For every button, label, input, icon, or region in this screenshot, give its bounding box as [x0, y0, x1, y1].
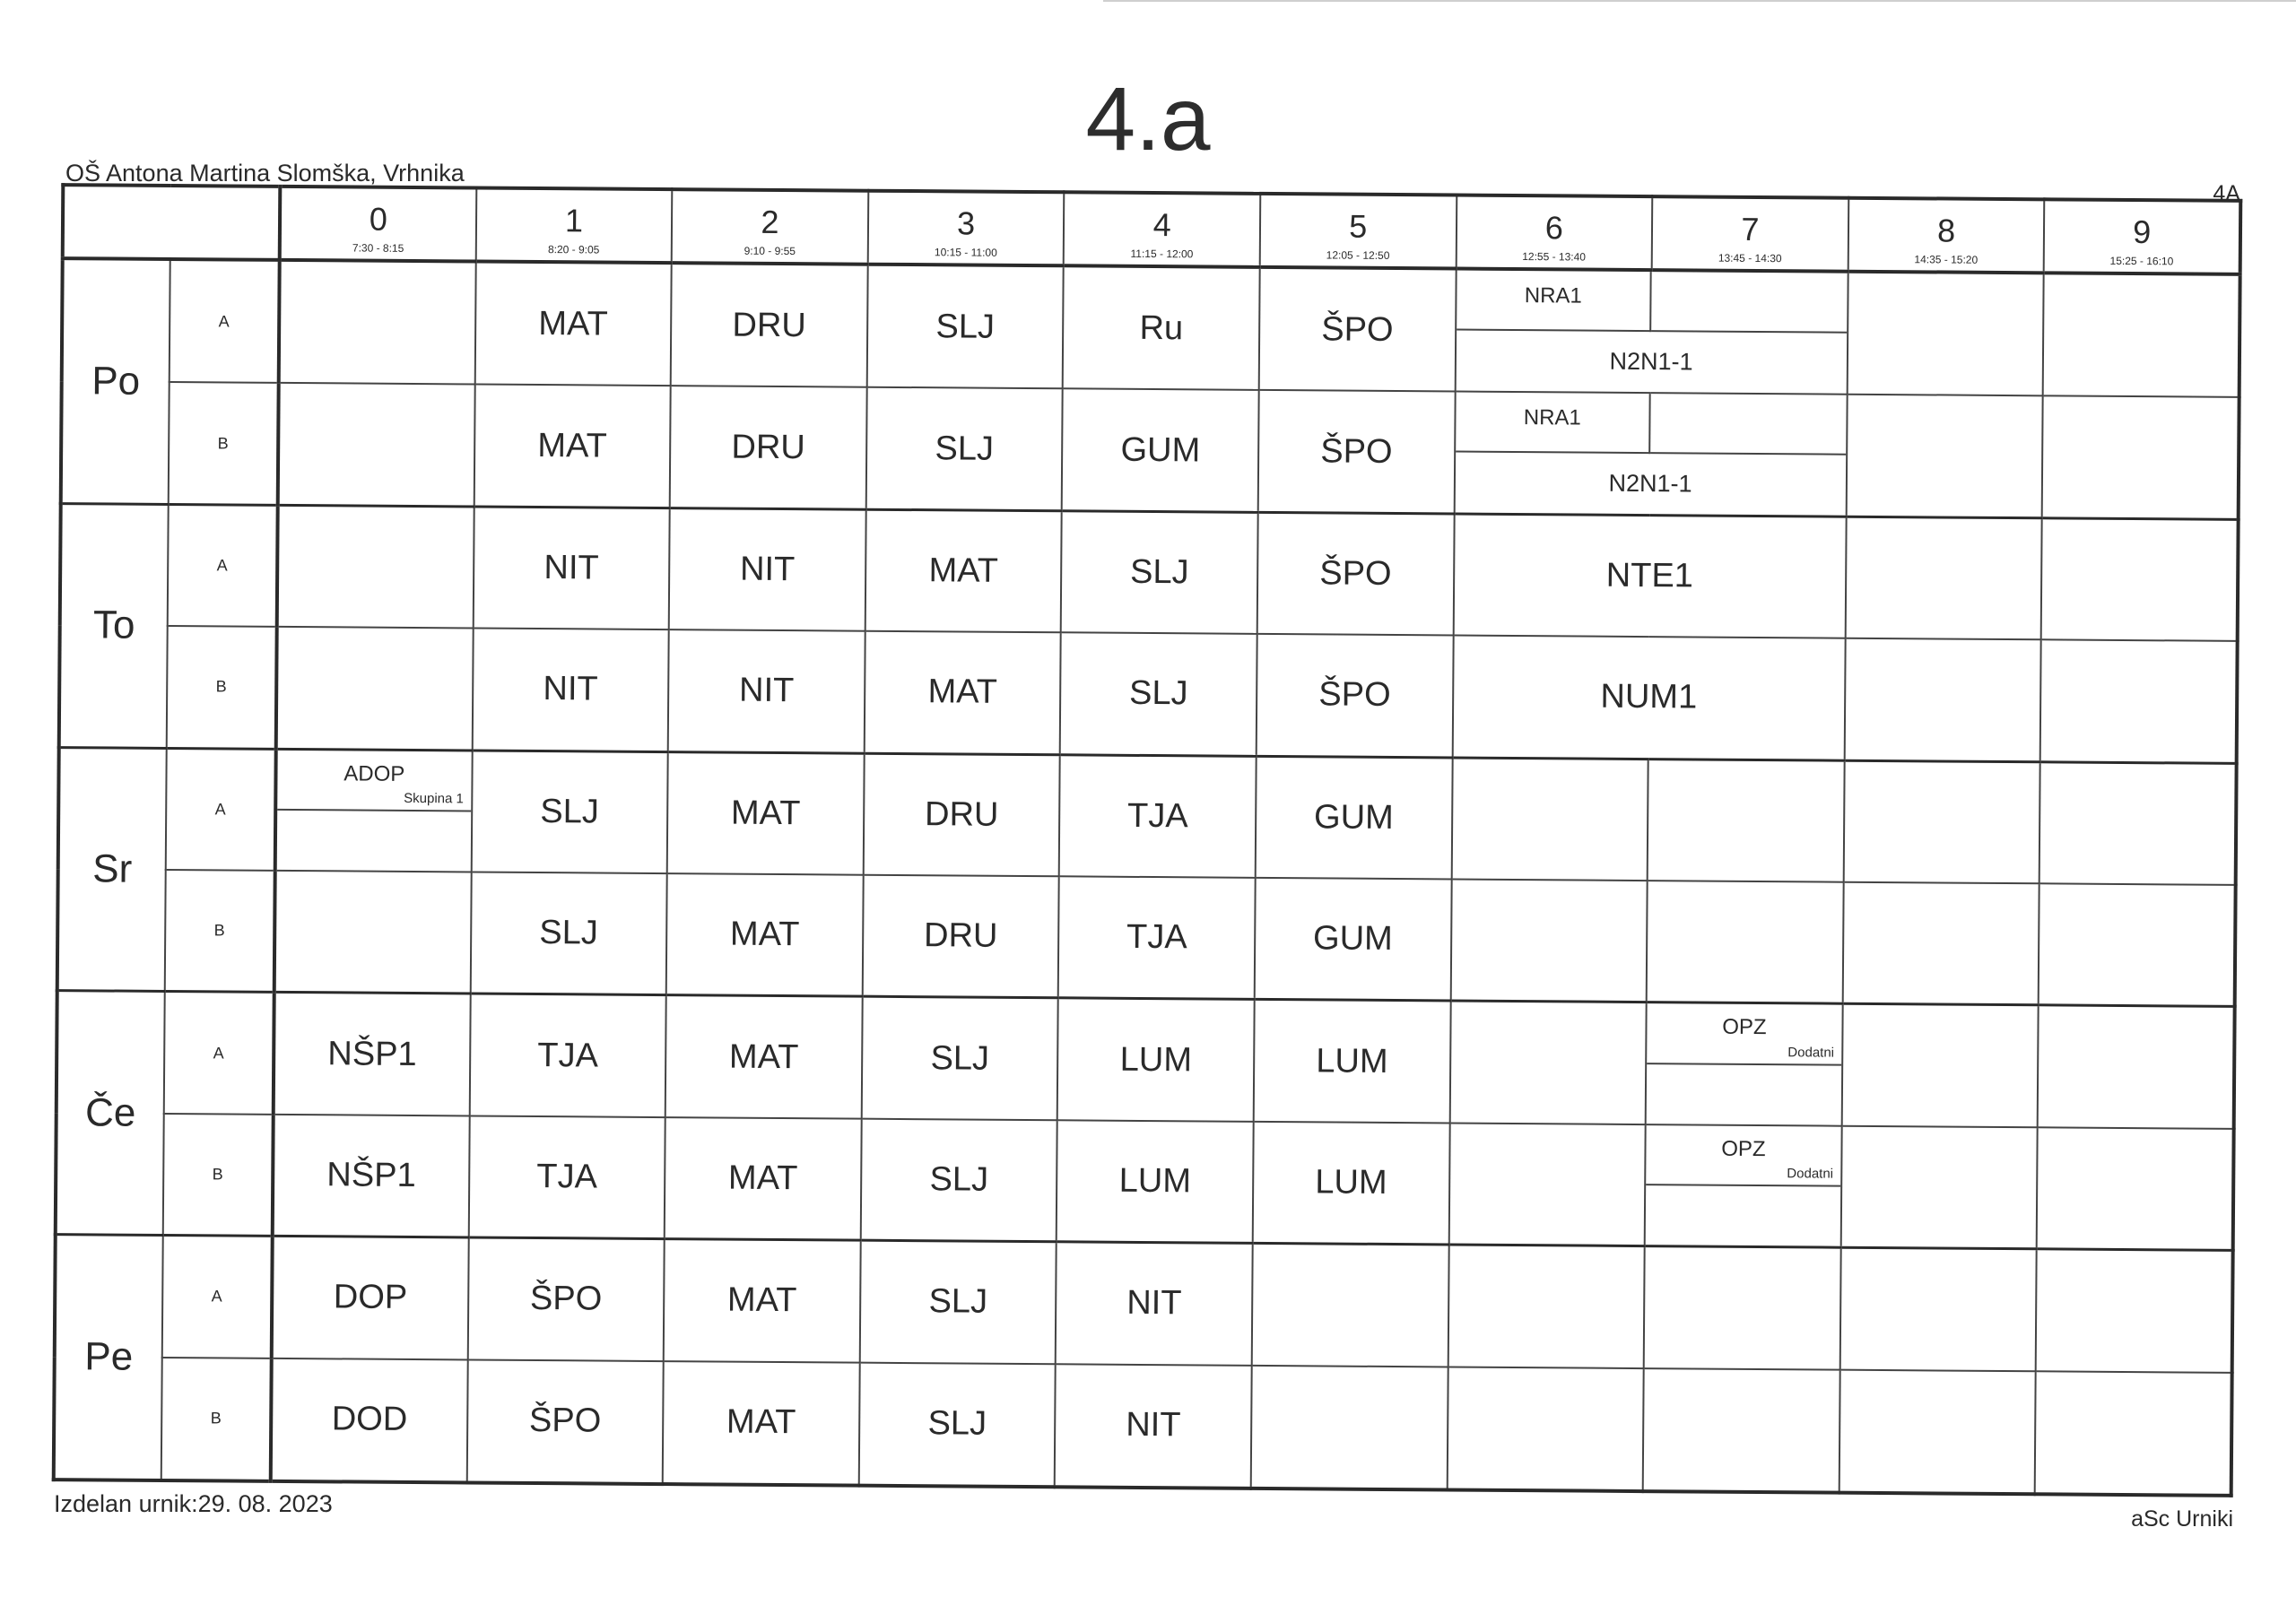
lesson-cell: [1840, 1125, 2038, 1248]
lesson-subject: DRU: [924, 794, 999, 834]
lesson-cell: [473, 507, 670, 629]
period-header: [672, 189, 868, 265]
lesson-subject: ŠPO: [528, 1402, 602, 1440]
lesson-subject: SLJ: [935, 429, 995, 468]
lesson-cell: [671, 263, 868, 387]
lesson-cell: [1251, 1365, 1448, 1489]
lesson-subject: NŠP1: [326, 1156, 416, 1194]
lesson-cell: [275, 749, 473, 872]
lesson-cell: [667, 751, 865, 874]
elective-top-left: [1456, 393, 1651, 454]
lesson-subject: DOD: [331, 1400, 408, 1439]
group-label: A: [164, 992, 274, 1115]
split-lesson-top: [1647, 1003, 1841, 1065]
lesson-cell: [1648, 759, 1845, 881]
lesson-subject: ŠPO: [1319, 554, 1392, 593]
lesson-subject: MAT: [730, 794, 801, 832]
lesson-cell: [860, 1240, 1057, 1363]
lesson-subject: MAT: [726, 1280, 797, 1320]
timetable-row: [58, 747, 2237, 885]
elective-subject: NRA1: [1523, 405, 1581, 430]
lesson-cell: [1839, 1247, 2037, 1370]
created-date: Izdelan urnik:29. 08. 2023: [54, 1490, 333, 1517]
group-label: B: [167, 626, 277, 749]
lesson-cell: [1257, 634, 1454, 757]
split-lesson-top: [1646, 1125, 1840, 1187]
group-label: A: [170, 259, 280, 383]
lesson-subject: SLJ: [1128, 674, 1188, 713]
lesson-cell: [1842, 882, 2039, 1005]
page-top-rule: [1103, 0, 2296, 2]
group-label: B: [165, 870, 275, 993]
lesson-cell: [474, 261, 672, 386]
lesson-subject: NIT: [1126, 1406, 1181, 1445]
lesson-cell: [1449, 1001, 1647, 1124]
lesson-cell: [1646, 1002, 1843, 1125]
lesson-subject: SLJ: [930, 1038, 990, 1078]
split-lesson-note: Dodatni: [1787, 1045, 1835, 1061]
lesson-cell: [1841, 1004, 2039, 1127]
lesson-subject: MAT: [928, 551, 999, 590]
lesson-cell: [668, 629, 865, 752]
lesson-cell: [474, 385, 671, 508]
split-lesson-bottom: [1647, 1064, 1841, 1124]
lesson-subject: ŠPO: [1321, 310, 1394, 349]
lesson-cell: [278, 383, 475, 506]
lesson-subject: NUM1: [1600, 678, 1698, 716]
lesson-subject: MAT: [537, 426, 607, 465]
afternoon-lesson-cell: [1454, 392, 1847, 516]
timetable-frame: [52, 183, 2243, 1497]
period-header: [867, 191, 1064, 266]
lesson-cell: [1844, 638, 2041, 761]
elective-top-right: [1650, 394, 1846, 455]
lesson-cell: [865, 387, 1063, 510]
lesson-cell: [1057, 1120, 1254, 1243]
lesson-subject: SLJ: [1129, 552, 1189, 592]
lesson-cell: [1257, 512, 1455, 635]
lesson-subject: DRU: [923, 916, 998, 955]
lesson-cell: [2037, 1127, 2234, 1250]
split-lesson-top: [277, 750, 471, 812]
period-number: 6: [1544, 209, 1564, 247]
group-label: A: [166, 748, 276, 871]
period-number: 2: [761, 203, 779, 240]
afternoon-lesson-cell: [1455, 269, 1848, 395]
lesson-subject: NIT: [544, 549, 599, 587]
timetable-row: [56, 1113, 2234, 1251]
lesson-subject: DOP: [333, 1278, 408, 1317]
split-lesson-bottom: [1646, 1186, 1840, 1246]
lesson-cell: [469, 994, 666, 1116]
lesson-cell: [669, 508, 866, 630]
lesson-cell: [665, 1117, 862, 1240]
lesson-subject: ŠPO: [1320, 431, 1393, 471]
lesson-subject: MAT: [728, 1037, 799, 1076]
lesson-subject: SLJ: [927, 1404, 987, 1443]
lesson-cell: [1448, 1245, 1645, 1367]
split-lesson-note: Skupina 1: [404, 791, 464, 807]
split-lesson: [1647, 1003, 1842, 1124]
period-header: [1260, 194, 1457, 269]
afternoon-lesson-cell: [1452, 636, 1845, 760]
lesson-cell: [1252, 1243, 1449, 1366]
group-label: B: [161, 1357, 272, 1480]
lesson-cell: [271, 1358, 468, 1482]
period-number: 0: [369, 200, 388, 238]
lesson-cell: [1644, 1246, 1841, 1369]
lesson-subject: GUM: [1312, 919, 1393, 959]
lesson-cell: [466, 1359, 664, 1484]
split-lesson-subject: ADOP: [344, 760, 405, 786]
lesson-subject: NIT: [543, 670, 598, 708]
lesson-subject: MAT: [927, 673, 998, 712]
lesson-cell: [467, 1237, 665, 1360]
lesson-cell: [1847, 272, 2044, 396]
period-number: 9: [2133, 213, 2152, 251]
lesson-cell: [272, 1236, 469, 1358]
day-label: To: [59, 503, 169, 748]
lesson-subject: SLJ: [928, 1282, 988, 1322]
period-time: 8:20 - 9:05: [547, 243, 600, 256]
period-header: [1652, 196, 1848, 272]
lesson-subject: SLJ: [935, 307, 996, 346]
day-label: Po: [61, 258, 170, 504]
lesson-cell: [1062, 389, 1259, 512]
lesson-cell: [274, 993, 471, 1115]
lesson-cell: [1447, 1367, 1644, 1491]
period-header: [475, 187, 672, 263]
elective-top-right: [1651, 272, 1847, 334]
lesson-cell: [279, 260, 476, 385]
lesson-cell: [277, 505, 474, 628]
lesson-subject: TJA: [536, 1157, 598, 1196]
timetable-row: [60, 503, 2239, 641]
timetable-grid: [52, 183, 2243, 1497]
lesson-subject: NŠP1: [327, 1034, 417, 1073]
lesson-cell: [663, 1361, 860, 1486]
header-corner: [63, 185, 281, 260]
lesson-cell: [2038, 1005, 2235, 1128]
lesson-cell: [1643, 1368, 1840, 1493]
period-time: 14:35 - 15:20: [1914, 253, 1979, 266]
timetable-row: [57, 991, 2235, 1129]
lesson-subject: NIT: [1126, 1284, 1182, 1323]
lesson-cell: [2040, 639, 2238, 762]
lesson-subject: TJA: [1126, 796, 1188, 836]
lesson-subject: MAT: [729, 915, 800, 954]
period-time: 12:55 - 13:40: [1522, 250, 1587, 264]
lesson-subject: NIT: [739, 550, 796, 589]
lesson-cell: [1647, 881, 1844, 1003]
lesson-subject: LUM: [1316, 1041, 1388, 1081]
lesson-cell: [1055, 1364, 1252, 1488]
timetable-row: [57, 869, 2236, 1007]
period-time: 13:45 - 14:30: [1718, 251, 1782, 265]
lesson-cell: [1255, 878, 1452, 1001]
lesson-cell: [1061, 511, 1258, 634]
period-time: 10:15 - 11:00: [934, 246, 997, 259]
lesson-cell: [1057, 998, 1255, 1121]
lesson-subject: MAT: [538, 304, 608, 343]
lesson-cell: [858, 1362, 1056, 1487]
group-label: A: [162, 1236, 273, 1358]
lesson-subject: LUM: [1119, 1040, 1193, 1079]
afternoon-lesson-cell: [1453, 514, 1846, 638]
lesson-cell: [864, 631, 1061, 754]
lesson-subject: LUM: [1315, 1163, 1387, 1202]
lesson-cell: [274, 871, 472, 994]
lesson-cell: [664, 1239, 861, 1362]
period-number: 4: [1152, 206, 1171, 244]
lesson-cell: [468, 1115, 665, 1238]
lesson-subject: GUM: [1120, 430, 1201, 469]
page-title: 4.a: [1085, 69, 1211, 169]
split-lesson-note: Dodatni: [1787, 1166, 1834, 1183]
lesson-subject: NIT: [738, 672, 795, 710]
lesson-cell: [1645, 1124, 1842, 1247]
lesson-subject: TJA: [537, 1036, 599, 1075]
lesson-cell: [1056, 1242, 1253, 1365]
lesson-cell: [1843, 760, 2040, 883]
lesson-cell: [1254, 1000, 1451, 1123]
lesson-cell: [2039, 761, 2237, 884]
lesson-cell: [1846, 395, 2043, 517]
lesson-subject: Ru: [1139, 308, 1184, 347]
lesson-cell: [276, 627, 474, 750]
lesson-cell: [1060, 632, 1257, 755]
lesson-cell: [865, 509, 1062, 632]
lesson-cell: [1845, 516, 2042, 639]
lesson-cell: [2035, 1371, 2232, 1496]
lesson-subject: DRU: [731, 428, 805, 466]
period-header: [1848, 198, 2044, 273]
elective-top-left: [1457, 271, 1652, 333]
split-lesson-subject: OPZ: [1721, 1136, 1766, 1161]
lesson-cell: [2041, 518, 2239, 641]
lesson-cell: [866, 265, 1064, 389]
lesson-cell: [1256, 756, 1453, 879]
timetable-row: [62, 258, 2240, 397]
lesson-cell: [470, 872, 667, 994]
school-name: OŠ Antona Martina Slomška, Vrhnika: [65, 160, 465, 187]
elective-bottom: N2N1-1: [1608, 469, 1692, 498]
lesson-cell: [1059, 754, 1257, 877]
software-credit: aSc Urniki: [2131, 1506, 2233, 1532]
period-time: 12:05 - 12:50: [1326, 248, 1390, 262]
timetable-row: [55, 1235, 2233, 1373]
lesson-cell: [862, 875, 1059, 998]
lesson-cell: [863, 753, 1060, 876]
lesson-cell: [1448, 1123, 1646, 1245]
split-lesson-subject: OPZ: [1722, 1015, 1767, 1040]
lesson-subject: SLJ: [539, 914, 599, 952]
lesson-cell: [665, 995, 863, 1118]
period-time: 9:10 - 9:55: [744, 244, 796, 258]
split-lesson: [277, 750, 472, 871]
lesson-cell: [472, 629, 669, 751]
lesson-cell: [861, 997, 1058, 1120]
lesson-subject: SLJ: [540, 792, 599, 831]
lesson-cell: [1259, 267, 1457, 392]
day-label: Pe: [54, 1235, 163, 1480]
lesson-subject: LUM: [1118, 1161, 1192, 1201]
timetable-row: [59, 625, 2238, 763]
lesson-cell: [2042, 396, 2239, 519]
period-time: 11:15 - 12:00: [1130, 247, 1194, 261]
lesson-cell: [2036, 1249, 2233, 1372]
period-number: 3: [956, 204, 976, 242]
lesson-subject: DRU: [732, 306, 806, 344]
period-number: 8: [1936, 212, 1956, 249]
lesson-cell: [1253, 1122, 1450, 1245]
timetable-row: [61, 382, 2239, 520]
lesson-subject: MAT: [727, 1159, 798, 1198]
period-number: 5: [1349, 207, 1368, 245]
lesson-cell: [2039, 883, 2236, 1006]
day-label: Sr: [57, 747, 167, 992]
lesson-cell: [471, 751, 668, 873]
lesson-cell: [1451, 758, 1648, 881]
lesson-subject: MAT: [726, 1402, 796, 1442]
period-number: 7: [1741, 210, 1760, 247]
class-code: 4A: [2213, 181, 2240, 206]
lesson-subject: TJA: [1126, 917, 1187, 957]
lesson-cell: [1058, 876, 1256, 999]
period-time: 15:25 - 16:10: [2109, 254, 2174, 268]
group-label: A: [168, 504, 278, 627]
group-label: B: [163, 1114, 274, 1237]
lesson-subject: GUM: [1313, 798, 1394, 837]
group-label: B: [169, 382, 279, 505]
lesson-cell: [273, 1115, 470, 1237]
lesson-subject: SLJ: [929, 1160, 989, 1199]
period-number: 1: [564, 202, 584, 239]
lesson-cell: [1839, 1369, 2036, 1494]
period-header: [280, 187, 476, 262]
elective-bottom: N2N1-1: [1609, 348, 1693, 376]
day-label: Če: [56, 991, 165, 1236]
lesson-subject: ŠPO: [1318, 675, 1391, 715]
lesson-cell: [666, 873, 864, 996]
period-time: 7:30 - 8:15: [352, 241, 404, 255]
elective-subject: NRA1: [1524, 283, 1582, 308]
lesson-cell: [1450, 879, 1648, 1002]
lesson-cell: [1063, 265, 1260, 390]
period-header: [2044, 199, 2240, 274]
split-lesson: [1646, 1125, 1841, 1246]
period-header: [1064, 192, 1260, 267]
split-lesson-bottom: [277, 811, 471, 871]
timetable-row: [54, 1357, 2232, 1496]
lesson-cell: [2043, 273, 2240, 397]
lesson-subject: NTE1: [1605, 556, 1694, 595]
lesson-cell: [670, 386, 867, 508]
lesson-cell: [1258, 390, 1456, 513]
lesson-cell: [861, 1118, 1058, 1241]
lesson-subject: ŠPO: [529, 1280, 603, 1318]
period-header: [1456, 195, 1652, 271]
